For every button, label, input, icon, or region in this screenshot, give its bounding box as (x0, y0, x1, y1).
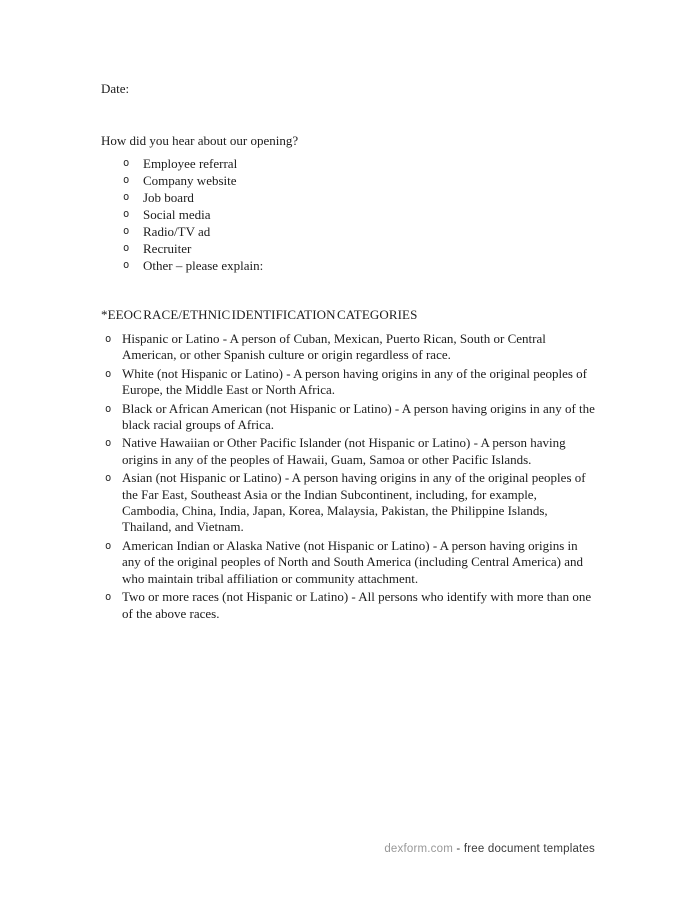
circle-bullet-icon: o (105, 333, 112, 345)
category-description: Asian (not Hispanic or Latino) - A person having origins in any of the original peoples of the Far East, Southeast Asia or the Indian Subcontinent, including, for example, Cambodia, China, India, Japan, Korea, Malaysia, Pakistan, the Philippine Islands, Thailand, and Vietnam. (122, 470, 586, 535)
hear-about-options-list (101, 155, 595, 274)
list-item (101, 240, 595, 257)
circle-bullet-icon: o (105, 591, 112, 604)
circle-bullet-icon: o (105, 367, 112, 380)
list-item (101, 401, 595, 434)
list-item (101, 257, 595, 274)
list-item (101, 155, 595, 172)
eeoc-categories-heading: *EEOC RACE/ETHNIC IDENTIFICATION CATEGORIES (101, 307, 418, 322)
circle-bullet-icon: o (123, 225, 130, 237)
category-description: White (not Hispanic or Latino) - A person having origins in any of the original peoples of Europe, the Middle East or North Africa. (122, 365, 588, 398)
circle-bullet-icon: o (123, 259, 130, 271)
circle-bullet-icon: o (123, 242, 130, 254)
category-description: Hispanic or Latino - A person of Cuban, Mexican, Puerto Rican, South or Central American, or other Spanish culture or origin regardless of race. (122, 331, 546, 363)
list-item (101, 223, 595, 240)
category-description: Black or African American (not Hispanic or Latino) - A person having origins in any of the black racial groups of Africa. (122, 400, 595, 433)
list-item (101, 172, 595, 189)
list-item (101, 206, 595, 223)
category-description: Two or more races (not Hispanic or Latino) - All persons who identify with more than one of the above races. (122, 589, 592, 621)
document-body (101, 80, 595, 624)
question-how-did-you-hear: How did you hear about our opening? (101, 133, 299, 148)
option-label: Other – please explain: (143, 258, 264, 273)
footer-tagline-text: - free document templates (456, 843, 595, 855)
circle-bullet-icon: o (123, 191, 130, 203)
option-label: Radio/TV ad (143, 224, 211, 239)
category-description: American Indian or Alaska Native (not Hispanic or Latino) - A person having origins in any of the original peoples of North and South America (including Central America) and who maintain tribal affiliation or community attachment. (122, 537, 584, 586)
footer (384, 843, 595, 855)
footer-brand-link[interactable]: dexform.com (384, 843, 453, 855)
list-item (101, 470, 595, 536)
category-description: Native Hawaiian or Other Pacific Islander (not Hispanic or Latino) - A person having origins in any of the peoples of Hawaii, Guam, Samoa or other Pacific Islands. (122, 435, 566, 467)
circle-bullet-icon: o (123, 208, 130, 220)
list-item (101, 366, 595, 399)
circle-bullet-icon: o (123, 174, 130, 186)
option-label: Job board (143, 190, 194, 205)
circle-bullet-icon: o (123, 157, 130, 169)
circle-bullet-icon: o (105, 437, 112, 450)
date-label: Date: (101, 81, 130, 96)
circle-bullet-icon: o (105, 472, 112, 485)
list-item (101, 435, 595, 468)
circle-bullet-icon: o (105, 402, 112, 415)
list-item (101, 331, 595, 364)
option-label: Company website (143, 173, 237, 188)
option-label: Employee referral (143, 156, 238, 171)
footer-tagline (456, 843, 595, 855)
option-label: Recruiter (143, 241, 192, 256)
list-item (101, 538, 595, 587)
list-item (101, 189, 595, 206)
eeoc-categories-list (101, 331, 595, 622)
circle-bullet-icon: o (105, 539, 112, 552)
list-item (101, 589, 595, 622)
option-label: Social media (143, 207, 211, 222)
